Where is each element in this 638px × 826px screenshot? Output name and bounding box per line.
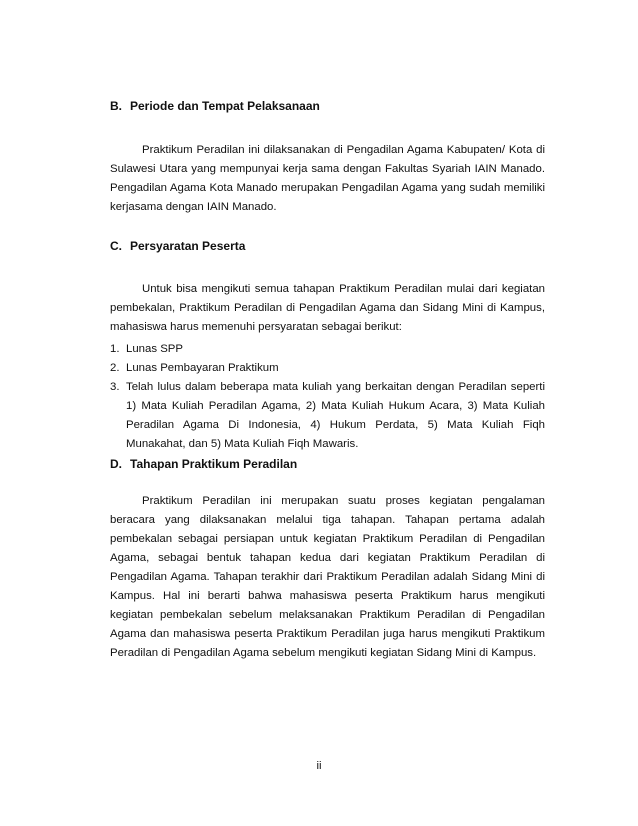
- section-b-heading: [110, 98, 320, 114]
- section-c-paragraph: Untuk bisa mengikuti semua tahapan Praktikum Peradilan mulai dari kegiatan pembekalan, Praktikum Peradilan di Pengadilan Agama dan Sidang Mini di Kampus, mahasiswa harus memenuhi persyaratan sebagai berikut:: [110, 283, 545, 333]
- section-d-heading: [110, 456, 297, 472]
- page-number: ii: [316, 760, 322, 772]
- section-d-paragraph: Praktikum Peradilan ini merupakan suatu proses kegiatan pengalaman beracara yang dilaksanakan melalui tiga tahapan. Tahapan pertama adalah pembekalan sebagai persiapan untuk kegiatan Praktikum Peradilan di Pengadilan Agama, sebagai bentuk tahapan kedua dari kegiatan Praktikum Peradilan di Pengadilan Agama. Tahapan terakhir dari Praktikum Peradilan adalah Sidang Mini di Kampus. Hal ini berarti bahwa mahasiswa peserta Praktikum harus mengikuti kegiatan pembekalan sebelum melaksanakan Praktikum Peradilan di Pengadilan Agama dan mahasiswa peserta Praktikum Peradilan juga harus mengikuti Praktikum Peradilan di Pengadilan Agama sebelum mengikuti kegiatan Sidang Mini di Kampus.: [110, 495, 545, 659]
- list-item-text: Lunas SPP: [126, 343, 183, 355]
- section-b-paragraph: Praktikum Peradilan ini dilaksanakan di Pengadilan Agama Kabupaten/ Kota di Sulawesi Utara yang mempunyai kerja sama dengan Fakultas Syariah IAIN Manado. Pengadilan Agama Kota Manado merupakan Pengadilan Agama yang sudah memiliki kerjasama dengan IAIN Manado.: [110, 144, 545, 213]
- requirements-list: [110, 340, 545, 454]
- list-item-text: Lunas Pembayaran Praktikum: [126, 362, 279, 374]
- section-d-title: Tahapan Praktikum Peradilan: [130, 457, 298, 471]
- section-b-letter: B.: [110, 99, 122, 113]
- section-c-title: Persyaratan Peserta: [130, 239, 246, 253]
- list-item-text: Telah lulus dalam beberapa mata kuliah yang berkaitan dengan Peradilan seperti 1) Mata Kuliah Peradilan Agama, 2) Mata Kuliah Hukum Acara, 3) Mata Kuliah Peradilan Agama Di Indonesia, 4) Hukum Perdata, 5) Mata Kuliah Fiqh Munakahat, dan 5) Mata Kuliah Fiqh Mawaris.: [126, 381, 545, 450]
- list-item-number: 2.: [110, 362, 120, 374]
- list-item: [110, 378, 545, 454]
- list-item-number: 1.: [110, 343, 120, 355]
- section-d-letter: D.: [110, 457, 122, 471]
- section-c-heading: [110, 238, 245, 254]
- section-b-title: Periode dan Tempat Pelaksanaan: [130, 99, 320, 113]
- list-item: [110, 359, 545, 378]
- list-item: [110, 340, 545, 359]
- list-item-number: 3.: [110, 381, 120, 393]
- section-c-letter: C.: [110, 239, 122, 253]
